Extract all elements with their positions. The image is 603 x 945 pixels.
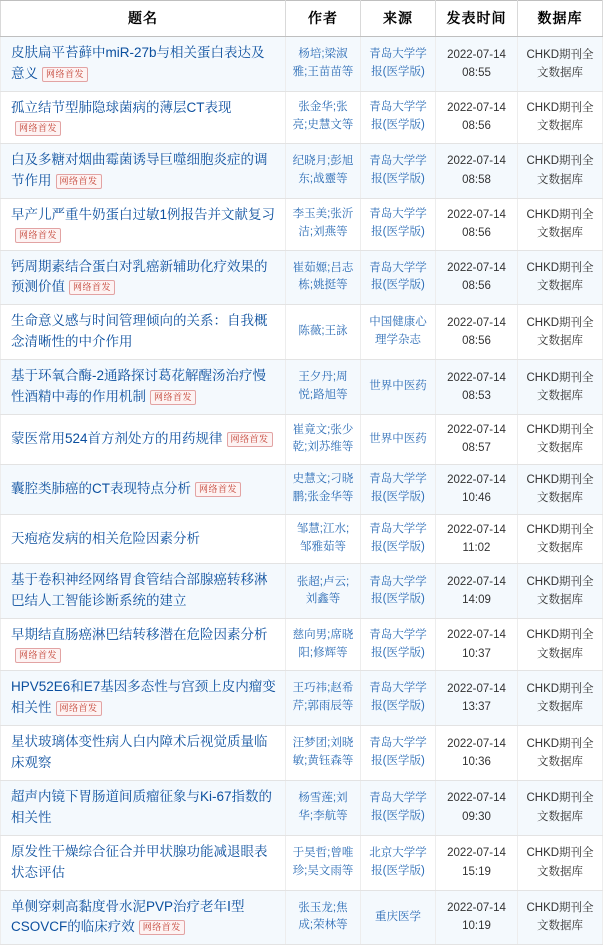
table-header-row	[1, 1, 603, 37]
table-row	[1, 619, 603, 671]
article-title-link[interactable]: 钙周期素结合蛋白对乳癌新辅助化疗效果的预测价值	[11, 258, 268, 295]
cell-author[interactable]: 王夕丹;周悦;路旭等	[286, 360, 361, 415]
cell-source[interactable]: 青岛大学学报(医学版)	[361, 91, 436, 143]
table-row	[1, 250, 603, 305]
cell-database: CHKD期刊全文数据库	[518, 671, 603, 726]
cell-title	[1, 514, 286, 564]
cell-date: 2022-07-14 14:09	[436, 564, 518, 619]
cell-date: 2022-07-14 10:19	[436, 890, 518, 945]
article-title-link[interactable]: 孤立结节型肺隐球菌病的薄层CT表现	[11, 99, 232, 115]
table-row	[1, 726, 603, 781]
table-row	[1, 890, 603, 945]
cell-database: CHKD期刊全文数据库	[518, 726, 603, 781]
cell-source[interactable]: 青岛大学学报(医学版)	[361, 143, 436, 198]
article-title-link[interactable]: 原发性干燥综合征合并甲状腺功能减退眼表状态评估	[11, 843, 268, 880]
cell-date: 2022-07-14 08:53	[436, 360, 518, 415]
table-header	[1, 1, 603, 37]
cell-database: CHKD期刊全文数据库	[518, 780, 603, 835]
cell-author[interactable]: 李玉美;张沂洁;刘燕等	[286, 198, 361, 250]
cell-source[interactable]: 中国健康心理学杂志	[361, 305, 436, 360]
cell-title	[1, 250, 286, 305]
article-title-link[interactable]: 早期结直肠癌淋巴结转移潜在危险因素分析	[11, 627, 268, 643]
cell-title	[1, 198, 286, 250]
cell-source[interactable]: 重庆医学	[361, 890, 436, 945]
online-first-badge: 网络首发	[15, 121, 61, 136]
cell-author[interactable]: 史慧文;刁晓鹏;张金华等	[286, 464, 361, 514]
table-row	[1, 305, 603, 360]
cell-title	[1, 37, 286, 92]
cell-author[interactable]: 纪晓月;彭旭东;战靈等	[286, 143, 361, 198]
cell-database: CHKD期刊全文数据库	[518, 890, 603, 945]
table-row	[1, 464, 603, 514]
cell-source[interactable]: 青岛大学学报(医学版)	[361, 198, 436, 250]
cell-source[interactable]: 青岛大学学报(医学版)	[361, 619, 436, 671]
article-title-link[interactable]: 单侧穿刺高黏度骨水泥PVP治疗老年Ⅰ型CSOVCF的临床疗效	[11, 898, 245, 935]
cell-database: CHKD期刊全文数据库	[518, 91, 603, 143]
cell-date: 2022-07-14 08:57	[436, 415, 518, 465]
cell-title	[1, 780, 286, 835]
article-title-link[interactable]: 超声内镜下胃肠道间质瘤征象与Ki-67指数的相关性	[11, 788, 273, 825]
online-first-badge: 网络首发	[150, 390, 196, 405]
cell-title	[1, 360, 286, 415]
cell-source[interactable]: 青岛大学学报(医学版)	[361, 780, 436, 835]
cell-source[interactable]: 北京大学学报(医学版)	[361, 835, 436, 890]
cell-database: CHKD期刊全文数据库	[518, 835, 603, 890]
article-title-link[interactable]: 皮肤扁平苔藓中miR-27b与相关蛋白表达及意义	[11, 45, 265, 81]
table-row	[1, 91, 603, 143]
table-row	[1, 360, 603, 415]
cell-database: CHKD期刊全文数据库	[518, 464, 603, 514]
article-title-link[interactable]: 囊腔类肺癌的CT表现特点分析	[11, 480, 191, 496]
table-row	[1, 780, 603, 835]
cell-author[interactable]: 张玉龙;焦成;荣林等	[286, 890, 361, 945]
cell-title	[1, 415, 286, 465]
table-row	[1, 671, 603, 726]
cell-date: 2022-07-14 10:36	[436, 726, 518, 781]
cell-source[interactable]: 青岛大学学报(医学版)	[361, 671, 436, 726]
cell-author[interactable]: 汪梦团;刘晓敏;黄钰森等	[286, 726, 361, 781]
cell-date: 2022-07-14 10:37	[436, 619, 518, 671]
cell-title	[1, 564, 286, 619]
cell-date: 2022-07-14 08:56	[436, 198, 518, 250]
cell-title	[1, 464, 286, 514]
cell-date: 2022-07-14 15:19	[436, 835, 518, 890]
cell-database: CHKD期刊全文数据库	[518, 37, 603, 92]
cell-title	[1, 305, 286, 360]
cell-source[interactable]: 青岛大学学报(医学版)	[361, 250, 436, 305]
cell-title	[1, 619, 286, 671]
cell-author[interactable]: 王巧祎;赵希芹;郭雨辰等	[286, 671, 361, 726]
cell-title	[1, 91, 286, 143]
cell-database: CHKD期刊全文数据库	[518, 619, 603, 671]
online-first-badge: 网络首发	[227, 432, 273, 447]
cell-author[interactable]: 陈薇;王詠	[286, 305, 361, 360]
cell-database: CHKD期刊全文数据库	[518, 415, 603, 465]
cell-date: 2022-07-14 10:46	[436, 464, 518, 514]
cell-author[interactable]: 邹慧;江水;邹雅茹等	[286, 514, 361, 564]
article-title-link[interactable]: 天疱疮发病的相关危险因素分析	[11, 530, 200, 546]
cell-author[interactable]: 于昊哲;曾唯珍;吴文雨等	[286, 835, 361, 890]
cell-author[interactable]: 崔竟文;张少乾;刘苏维等	[286, 415, 361, 465]
online-first-badge: 网络首发	[56, 174, 102, 189]
cell-source[interactable]: 世界中医药	[361, 415, 436, 465]
table-row	[1, 37, 603, 92]
article-title-link[interactable]: 蒙医常用524首方剂处方的用药规律	[11, 430, 223, 446]
column-header-source[interactable]: 来源	[361, 1, 436, 37]
cell-author[interactable]: 杨培;梁淑雅;王苗苗等	[286, 37, 361, 92]
cell-date: 2022-07-14 11:02	[436, 514, 518, 564]
table-row	[1, 514, 603, 564]
table-body	[1, 37, 603, 945]
cell-source[interactable]: 青岛大学学报(医学版)	[361, 514, 436, 564]
cell-date: 2022-07-14 08:56	[436, 305, 518, 360]
cell-database: CHKD期刊全文数据库	[518, 305, 603, 360]
cell-title	[1, 726, 286, 781]
cell-date: 2022-07-14 08:56	[436, 250, 518, 305]
online-first-badge: 网络首发	[139, 920, 185, 935]
table-row	[1, 143, 603, 198]
cell-title	[1, 890, 286, 945]
article-title-link[interactable]: 基于卷积神经网络胃食管结合部腺癌转移淋巴结人工智能诊断系统的建立	[11, 572, 268, 609]
cell-source[interactable]: 青岛大学学报(医学版)	[361, 726, 436, 781]
cell-date: 2022-07-14 13:37	[436, 671, 518, 726]
cell-database: CHKD期刊全文数据库	[518, 564, 603, 619]
cell-author[interactable]: 慈向男;席晓阳;修辉等	[286, 619, 361, 671]
cell-date: 2022-07-14 08:55	[436, 37, 518, 92]
online-first-badge: 网络首发	[15, 228, 61, 243]
cell-author[interactable]: 崔茹嫄;吕志栋;姚挺等	[286, 250, 361, 305]
column-header-database[interactable]: 数据库	[518, 1, 603, 37]
online-first-badge: 网络首发	[56, 701, 102, 716]
cell-title	[1, 143, 286, 198]
cell-source[interactable]: 青岛大学学报(医学版)	[361, 37, 436, 92]
cell-date: 2022-07-14 08:56	[436, 91, 518, 143]
article-title-link[interactable]: HPV52E6和E7基因多态性与宫颈上皮内瘤变相关性	[11, 679, 276, 716]
column-header-author[interactable]: 作者	[286, 1, 361, 37]
table-row	[1, 564, 603, 619]
article-title-link[interactable]: 早产儿严重牛奶蛋白过敏1例报告并文献复习	[11, 206, 276, 222]
cell-author[interactable]: 张超;卢云;刘鑫等	[286, 564, 361, 619]
cell-author[interactable]: 张金华;张亮;史慧文等	[286, 91, 361, 143]
article-title-link[interactable]: 基于环氧合酶-2通路探讨葛花解醒汤治疗慢性酒精中毒的作用机制	[11, 368, 267, 405]
table-row	[1, 198, 603, 250]
article-title-link[interactable]: 白及多糖对烟曲霉菌诱导巨噬细胞炎症的调节作用	[11, 151, 268, 188]
article-title-link[interactable]: 星状玻璃体变性病人白内障术后视觉质量临床观察	[11, 734, 268, 770]
cell-source[interactable]: 世界中医药	[361, 360, 436, 415]
cell-date: 2022-07-14 08:58	[436, 143, 518, 198]
cell-date: 2022-07-14 09:30	[436, 780, 518, 835]
cell-title	[1, 835, 286, 890]
cell-database: CHKD期刊全文数据库	[518, 250, 603, 305]
cell-database: CHKD期刊全文数据库	[518, 360, 603, 415]
table-row	[1, 415, 603, 465]
online-first-badge: 网络首发	[15, 648, 61, 663]
cell-author[interactable]: 杨雪莲;刘华;李航等	[286, 780, 361, 835]
cell-database: CHKD期刊全文数据库	[518, 514, 603, 564]
article-title-link[interactable]: 生命意义感与时间管理倾向的关系：自我概念清晰性的中介作用	[11, 313, 268, 350]
cell-title	[1, 671, 286, 726]
cell-source[interactable]: 青岛大学学报(医学版)	[361, 464, 436, 514]
column-header-title[interactable]: 题名	[1, 1, 286, 37]
cell-database: CHKD期刊全文数据库	[518, 198, 603, 250]
online-first-badge: 网络首发	[195, 482, 241, 497]
table-row	[1, 835, 603, 890]
online-first-badge: 网络首发	[42, 67, 88, 82]
online-first-badge: 网络首发	[69, 280, 115, 295]
cell-database: CHKD期刊全文数据库	[518, 143, 603, 198]
cell-source[interactable]: 青岛大学学报(医学版)	[361, 564, 436, 619]
column-header-date[interactable]: 发表时间	[436, 1, 518, 37]
